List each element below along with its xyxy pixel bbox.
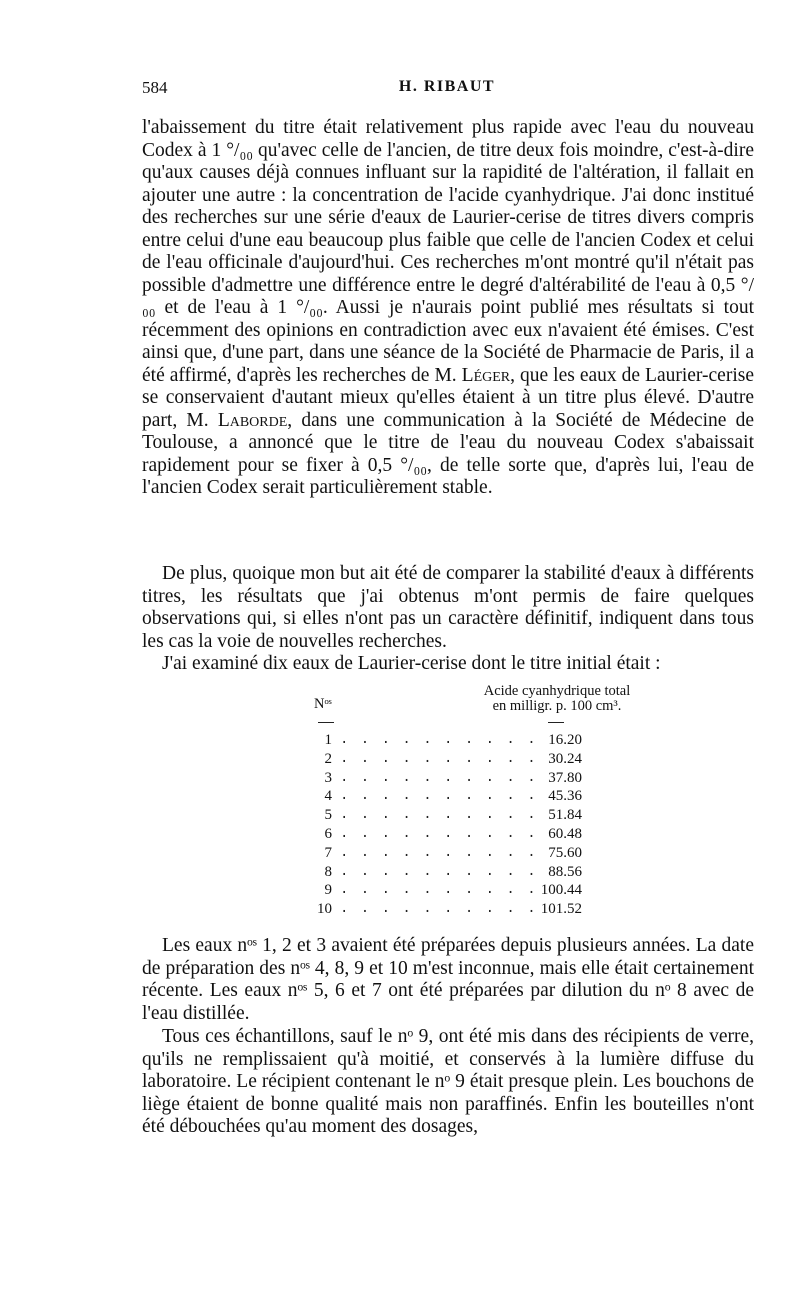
leader-dots: . . . . . . . . . . (340, 901, 538, 918)
table-cell-acide: 100.44 (540, 882, 582, 899)
table-cell-acide: 60.48 (548, 825, 582, 842)
leader-dots: . . . . . . . . . . (340, 863, 538, 880)
table-header-acide-line2: en milligr. p. 100 cm³. (492, 698, 622, 714)
paragraph-3: J'ai examiné dix eaux de Laurier-cerise dont le titre initial était : (162, 653, 661, 674)
header-rule-left (318, 722, 334, 723)
page-number: 584 (142, 78, 168, 97)
table-row (310, 901, 646, 920)
table-cell-acide: 37.80 (548, 769, 582, 786)
table-row (310, 751, 646, 770)
table-cell-numero: 10 (317, 901, 332, 918)
leader-dots: . . . . . . . . . . (340, 769, 538, 786)
table-cell-acide: 16.20 (548, 732, 582, 748)
leader-dots: . . . . . . . . . . (340, 807, 538, 824)
table-cell-numero: 7 (324, 844, 332, 861)
table-header-rules (310, 718, 646, 732)
leader-dots: . . . . . . . . . . (340, 732, 538, 748)
paragraph-1-text-a: l'abaissement du titre était relativement plus rapide avec l'eau du nouveau Codex à 1 °/₀₀ qu'avec celle de l'ancien, de titre deux fois moindre, c'est-à-dire qu'aux causes déjà connues influant sur la rapidité de l'altération, il fallait en ajouter une autre : la concentration de l'acide cyanhydrique. J'ai donc institué des recherches sur une série d'eaux de Laurier-cerise de titres divers compris entre celui d'une eau beaucoup plus faible que celle de l'ancien Codex et celui de l'eau officinale d'aujourd'hui. Ces recherches m'ont montré qu'il n'était pas possible d'admettre une différence entre le degré d'altérabilité de l'eau à 0,5 °/₀₀ et de l'eau à 1 °/₀₀. Aussi je n'aurais point publié mes résultats si tout récemment des opinions en contradiction avec eux n'avaient été émises. C'est ainsi que, d'une part, dans une séance de la Société de Pharmacie de Paris, il a été affirmé, d'après les recherches de M. (142, 117, 754, 386)
table-cell-numero: 2 (324, 750, 332, 767)
table-row (310, 807, 646, 826)
table-header-acide (468, 684, 646, 714)
leader-dots: . . . . . . . . . . (340, 788, 538, 805)
table-header-acide-line1: Acide cyanhydrique total (483, 683, 631, 699)
table-cell-acide: 88.56 (548, 863, 582, 880)
paragraph-1-text-b: , que les eaux de Laurier-cerise se conservaient d'autant mieux qu'elles étaient à un titre plus élevé. D'autre part, M. (142, 364, 754, 431)
table-row (310, 845, 646, 864)
table-row (310, 826, 646, 845)
leader-dots: . . . . . . . . . . (340, 882, 538, 899)
table-cell-numero: 6 (324, 825, 332, 842)
table-cell-acide: 45.36 (548, 788, 582, 805)
table-body (310, 732, 646, 920)
table-row (310, 864, 646, 883)
page-header (142, 78, 752, 102)
leader-dots: . . . . . . . . . . (340, 825, 538, 842)
table-cell-acide: 51.84 (548, 807, 582, 824)
table-cell-acide: 75.60 (548, 844, 582, 861)
table-row (310, 882, 646, 901)
table-cell-numero: 9 (324, 882, 332, 899)
table-cell-numero: 5 (324, 807, 332, 824)
paragraph-2: De plus, quoique mon but ait été de comparer la stabilité d'eaux à différents titres, les résultats que j'ai obtenus m'ont permis de faire quelques observations qui, si elles n'ont pas un caractère définitif, indiquent dans tous les cas la voie de nouvelles recherches. (142, 563, 754, 652)
paragraph-4: Les eaux nᵒˢ 1, 2 et 3 avaient été préparées depuis plusieurs années. La date de préparation des nᵒˢ 4, 8, 9 et 10 m'est inconnue, mais elle était certainement récente. Les eaux nᵒˢ 5, 6 et 7 ont été préparées par dilution du nᵒ 8 avec de l'eau distillée. (142, 935, 754, 1024)
table-header-numero: Nᵒˢ (314, 696, 332, 712)
paragraph-1 (142, 117, 754, 500)
leader-dots: . . . . . . . . . . (340, 844, 538, 861)
table-cell-numero: 1 (324, 732, 332, 748)
table-cell-acide: 101.52 (540, 901, 582, 918)
running-head: H. RIBAUT (398, 78, 496, 95)
table-row (310, 732, 646, 751)
paragraph-5: Tous ces échantillons, sauf le nᵒ 9, ont été mis dans des récipients de verre, qu'ils ne remplissaient qu'à moitié, et conservés à la lumière diffuse du laboratoire. Le récipient contenant le nᵒ 9 était presque plein. Les bouchons de liège étaient de bonne qualité mais non paraffinés. Enfin les bouteilles n'ont été débouchées qu'au moment des dosages, (142, 1026, 754, 1137)
leader-dots: . . . . . . . . . . (340, 750, 538, 767)
table-cell-numero: 8 (324, 863, 332, 880)
table-cell-acide: 30.24 (548, 750, 582, 767)
table-row (310, 788, 646, 807)
titre-table (310, 684, 646, 920)
table-header (310, 684, 646, 718)
author-name-leger: Léger (461, 364, 511, 386)
table-cell-numero: 3 (324, 769, 332, 786)
table-row (310, 770, 646, 789)
author-name-laborde: Laborde (217, 409, 288, 431)
table-cell-numero: 4 (324, 788, 332, 805)
header-rule-right (548, 722, 564, 723)
paragraph-1-text-c: , dans une communication à la Société de Médecine de Toulouse, a annoncé que le titre de l'eau du nouveau Codex s'abaissait rapidement pour se fixer à 0,5 °/₀₀, de telle sorte que, d'après lui, l'eau de l'ancien Codex serait particulièrement stable. (142, 409, 754, 498)
